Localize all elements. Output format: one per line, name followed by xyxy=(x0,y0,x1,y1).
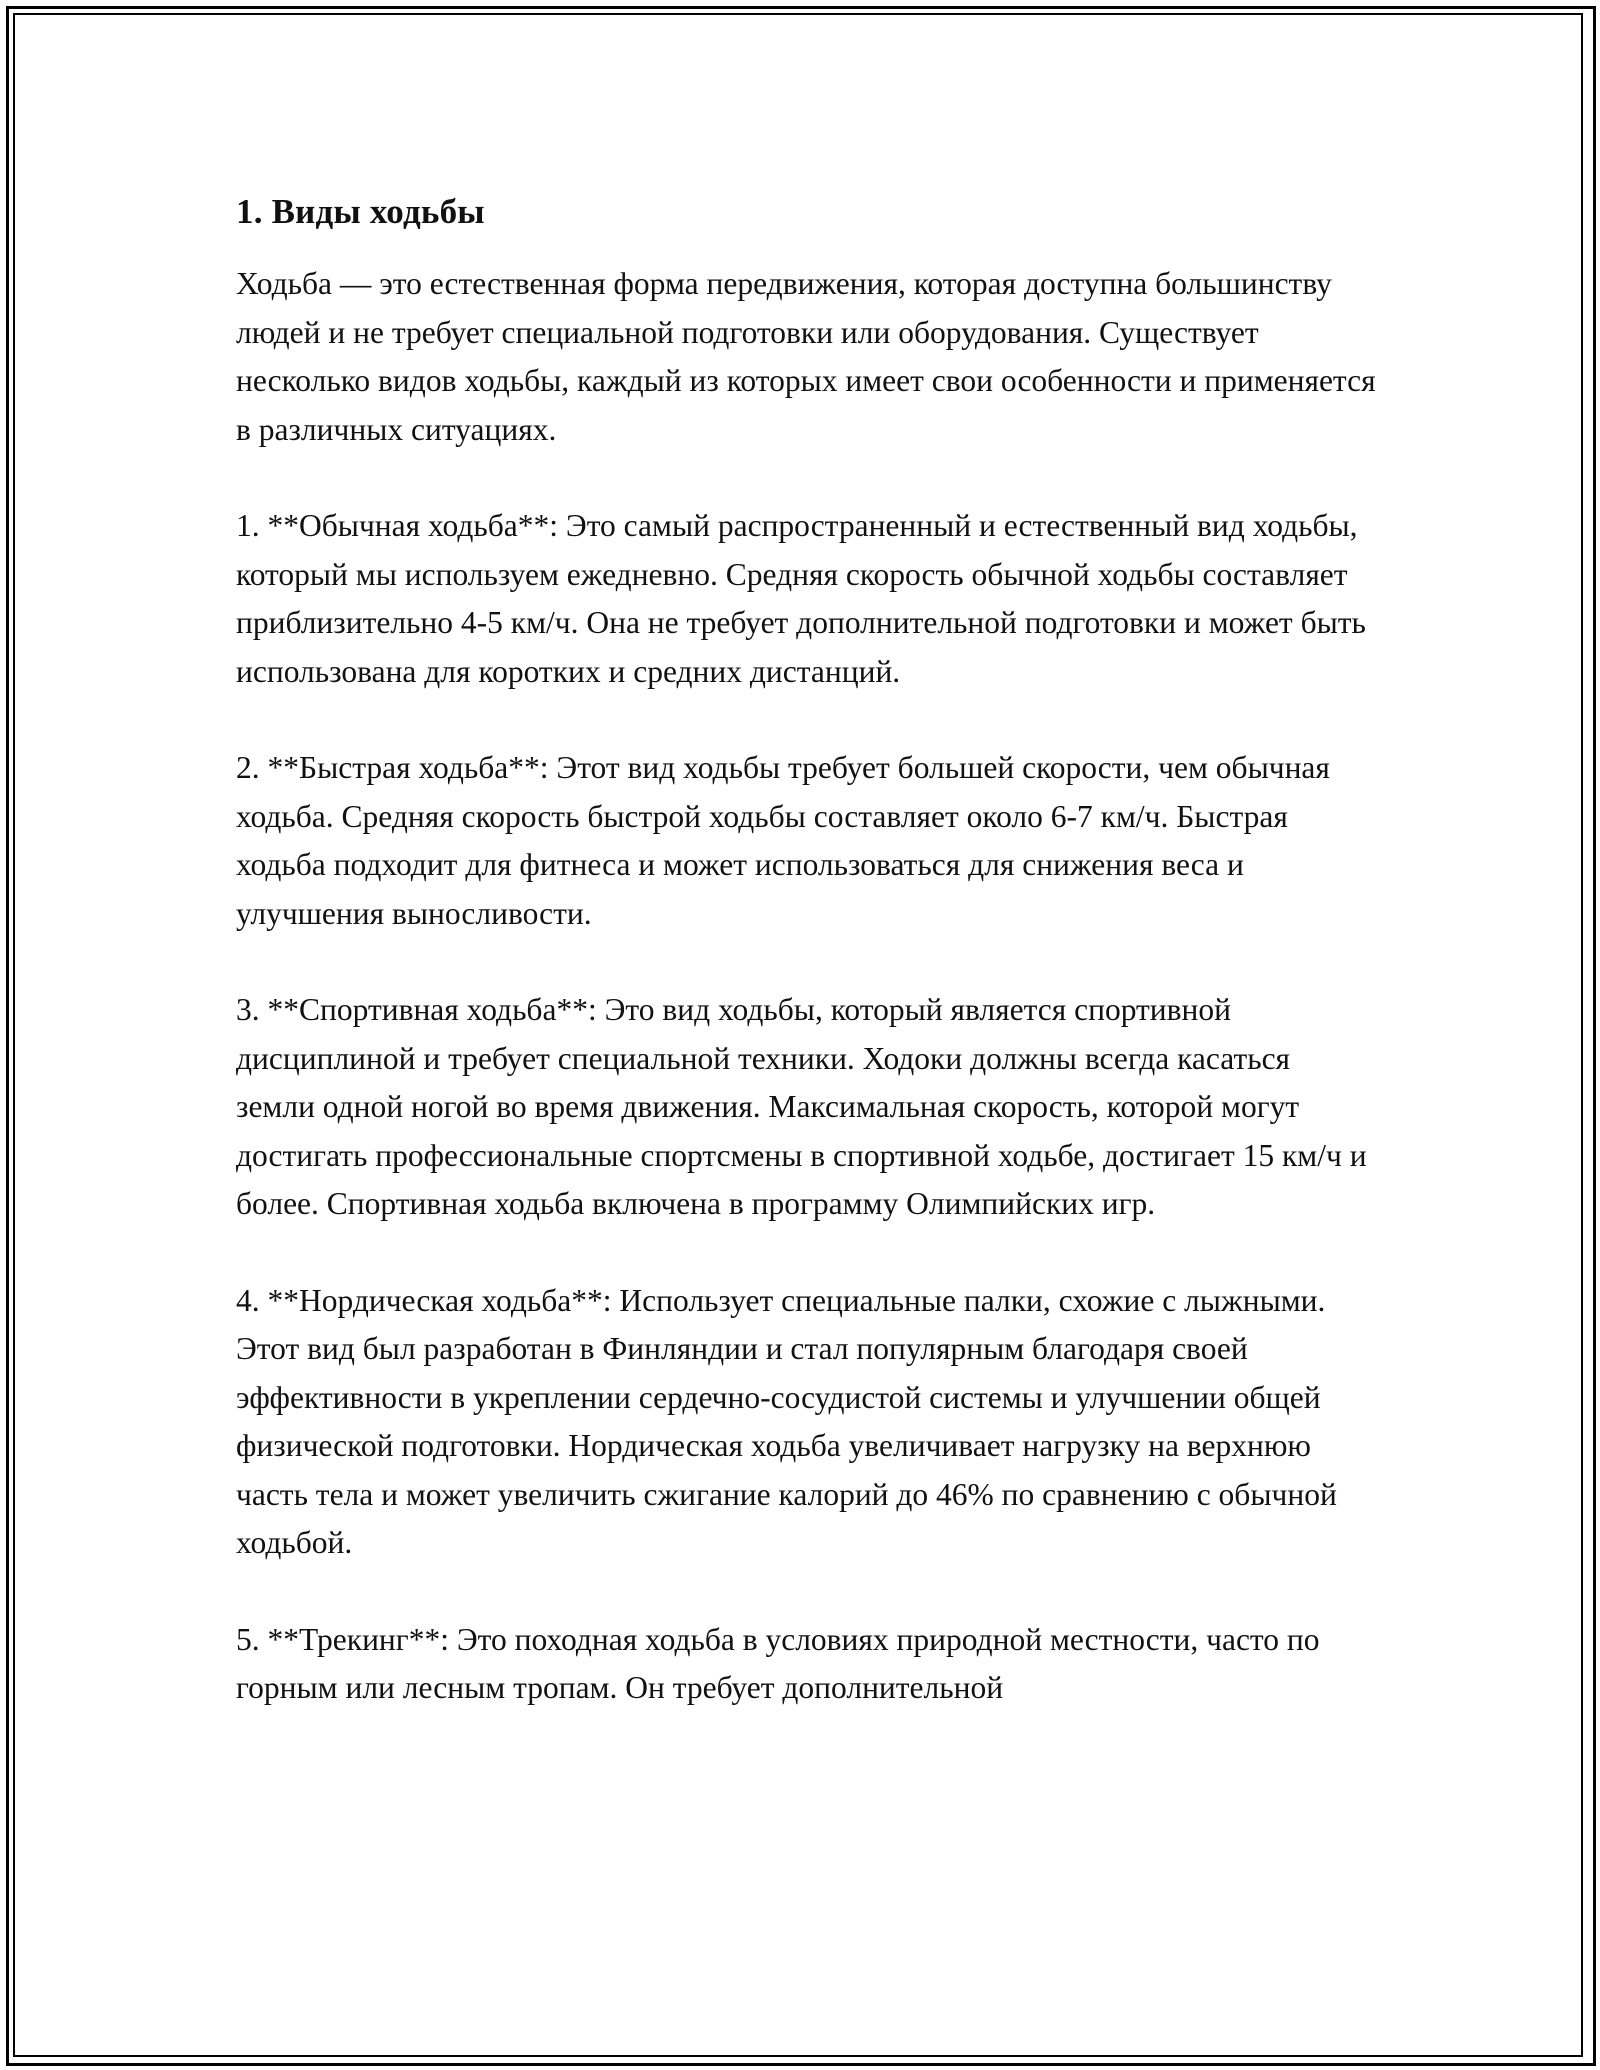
paragraph-fast-walking: 2. **Быстрая ходьба**: Этот вид ходьбы требует большей скорости, чем обычная ходьба. Средняя скорость быстрой ходьбы составляет около 6-7 км/ч. Быстрая ходьба подходит для фитнеса и может использоваться для снижения веса и улучшения выносливости. xyxy=(236,750,1330,931)
paragraph-trekking: 5. **Трекинг**: Это походная ходьба в условиях природной местности, часто по горным или лесным тропам. Он требует дополнительной xyxy=(236,1621,1320,1705)
paragraph-normal-walking: 1. **Обычная ходьба**: Это самый распространенный и естественный вид ходьбы, который мы используем ежедневно. Средняя скорость обычной ходьбы составляет приблизительно 4-5 км/ч. Она не требует дополнительной подготовки и может быть использована для коротких и средних дистанций. xyxy=(236,508,1366,689)
document-body xyxy=(236,186,1376,1713)
paragraph-race-walking: 3. **Спортивная ходьба**: Это вид ходьбы, который является спортивной дисциплиной и требует специальной техники. Ходоки должны всегда касаться земли одной ногой во время движения. Максимальная скорость, которой могут достигать профессиональные спортсмены в спортивной ходьбе, достигает 15 км/ч и более. Спортивная ходьба включена в программу Олимпийских игр. xyxy=(236,992,1367,1221)
section-heading: 1. Виды ходьбы xyxy=(236,192,485,231)
intro-paragraph: Ходьба — это естественная форма передвижения, которая доступна большинству людей и не требует специальной подготовки или оборудования. Существует несколько видов ходьбы, каждый из которых имеет свои особенности и применяется в различных ситуациях. xyxy=(236,266,1376,447)
paragraph-nordic-walking: 4. **Нордическая ходьба**: Использует специальные палки, схожие с лыжными. Этот вид был разработан в Финляндии и стал популярным благодаря своей эффективности в укреплении сердечно-сосудистой системы и улучшении общей физической подготовки. Нордическая ходьба увеличивает нагрузку на верхнюю часть тела и может увеличить сжигание калорий до 46% по сравнению с обычной ходьбой. xyxy=(236,1282,1337,1560)
